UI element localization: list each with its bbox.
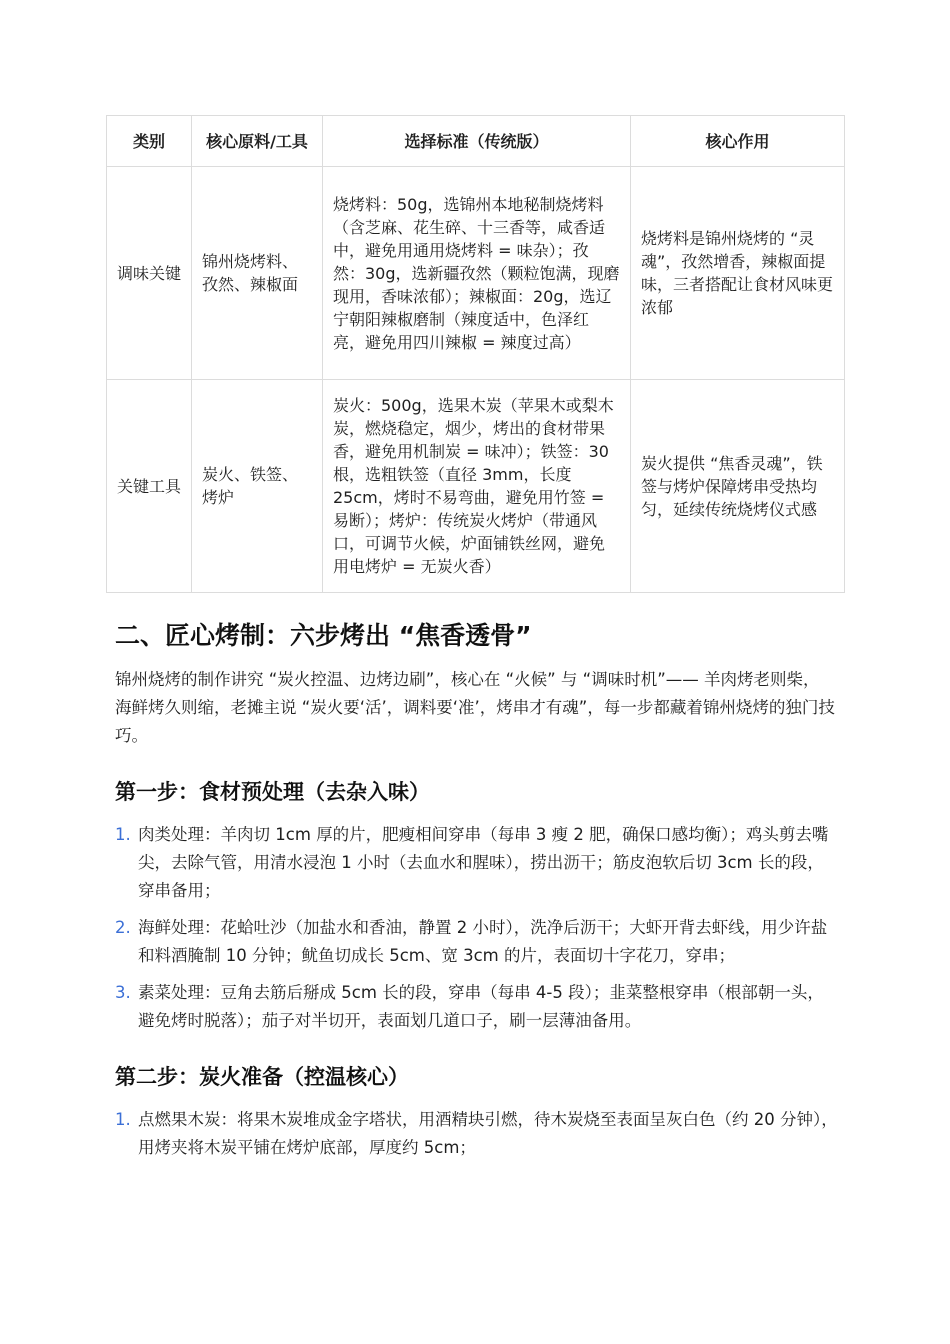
row-standard: 烧烤料：50g，选锦州本地秘制烧烤料（含芝麻、花生碎、十三香等，咸香适中，避免用通用烧烤料 = 味杂）；孜然：30g，选新疆孜然（颗粒饱满，现磨现用，香味浓郁）；辣椒面：20g，选辽宁朝阳辣椒磨制（辣度适中，色泽红亮，避免用四川辣椒 = 辣度过高）: [323, 167, 631, 380]
list-number: 2.: [115, 918, 131, 937]
list-text: 点燃果木炭：将果木炭堆成金字塔状，用酒精块引燃，待木炭烧至表面呈灰白色（约 20 分钟），用烤夹将木炭平铺在烤炉底部，厚度约 5cm；: [138, 1110, 838, 1157]
row-category: 调味关键: [107, 167, 192, 380]
list-item: [115, 979, 840, 1035]
step1-heading: 第一步：食材预处理（去杂入味）: [115, 780, 430, 804]
list-text: 素菜处理：豆角去筋后掰成 5cm 长的段，穿串（每串 4-5 段）；韭菜整根穿串（根部朝一头，避免烤时脱落）；茄子对半切开，表面划几道口子，刷一层薄油备用。: [138, 983, 824, 1030]
list-item: [115, 914, 840, 970]
header-standard: 选择标准（传统版）: [323, 116, 631, 167]
header-role: 核心作用: [631, 116, 845, 167]
list-item: [115, 821, 840, 905]
table-header-row: [107, 116, 845, 167]
table-row: [107, 380, 845, 593]
table-row: [107, 167, 845, 380]
row-role: 烧烤料是锦州烧烤的 “灵魂”，孜然增香，辣椒面提味，三者搭配让食材风味更浓郁: [631, 167, 845, 380]
step2-heading: 第二步：炭火准备（控温核心）: [115, 1065, 409, 1089]
row-items: 炭火、铁签、烤炉: [192, 380, 323, 593]
row-items: 锦州烧烤料、孜然、辣椒面: [192, 167, 323, 380]
row-role: 炭火提供 “焦香灵魂”，铁签与烤炉保障烤串受热均匀，延续传统烧烤仪式感: [631, 380, 845, 593]
header-category: 类别: [107, 116, 192, 167]
step2-list: [115, 1106, 840, 1162]
list-text: 肉类处理：羊肉切 1cm 厚的片，肥瘦相间穿串（每串 3 瘦 2 肥，确保口感均衡）；鸡头剪去嘴尖，去除气管，用清水浸泡 1 小时（去血水和腥味），捞出沥干；筋皮泡软后切 3cm 长的段，穿串备用；: [138, 825, 829, 900]
step1-list: [115, 821, 840, 1035]
section-heading: 二、匠心烤制：六步烤出 “焦香透骨”: [115, 621, 532, 650]
list-text: 海鲜处理：花蛤吐沙（加盐水和香油，静置 2 小时），洗净后沥干；大虾开背去虾线，用少许盐和料酒腌制 10 分钟；鱿鱼切成长 5cm、宽 3cm 的片，表面切十字花刀，穿串；: [138, 918, 828, 965]
row-standard: 炭火：500g，选果木炭（苹果木或梨木炭，燃烧稳定，烟少，烤出的食材带果香，避免用机制炭 = 味冲）；铁签：30 根，选粗铁签（直径 3mm，长度 25cm，烤时不易弯曲，避免用竹签 = 易断）；烤炉：传统炭火烤炉（带通风口，可调节火候，炉面铺铁丝网，避免用电烤炉 = 无炭火香）: [323, 380, 631, 593]
list-item: [115, 1106, 840, 1162]
list-number: 1.: [115, 1110, 131, 1129]
section-intro: 锦州烧烤的制作讲究 “炭火控温、边烤边刷”，核心在 “火候” 与 “调味时机”—— 羊肉烤老则柴，海鲜烤久则缩，老摊主说 “炭火要‘活’，调料要‘准’，烤串才有魂”，每一步都藏着锦州烧烤的独门技巧。: [115, 670, 835, 745]
list-number: 3.: [115, 983, 131, 1002]
header-core-items: 核心原料/工具: [192, 116, 323, 167]
list-number: 1.: [115, 825, 131, 844]
ingredients-tools-table: [106, 115, 845, 593]
row-category: 关键工具: [107, 380, 192, 593]
